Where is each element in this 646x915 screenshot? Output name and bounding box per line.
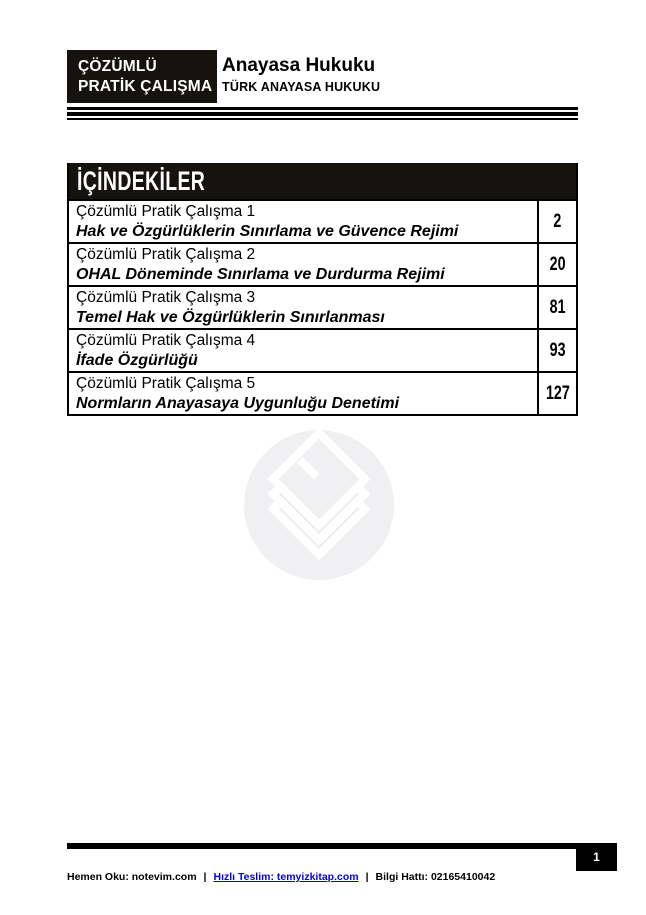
toc-row bbox=[69, 285, 576, 328]
footer-separator: | bbox=[365, 871, 369, 883]
toc-header-bar bbox=[69, 163, 576, 199]
toc-entry bbox=[69, 330, 537, 371]
toc-page-number: 127 bbox=[545, 382, 570, 404]
toc-page-number: 81 bbox=[549, 296, 566, 318]
toc-row bbox=[69, 242, 576, 285]
footer-info-label: Bilgi Hattı: 02165410042 bbox=[375, 871, 496, 883]
toc-page-cell bbox=[537, 330, 576, 371]
toc-entry bbox=[69, 373, 537, 414]
toc-entry-title: OHAL Döneminde Sınırlama ve Durdurma Rejimi bbox=[76, 266, 445, 283]
toc-entry-title: Hak ve Özgürlüklerin Sınırlama ve Güvence Rejimi bbox=[76, 223, 459, 240]
toc-page-cell bbox=[537, 244, 576, 285]
series-title-line2: PRATİK ÇALIŞMA bbox=[78, 77, 213, 95]
toc-row bbox=[69, 371, 576, 414]
course-title: Anayasa Hukuku bbox=[222, 55, 376, 76]
toc-page-cell bbox=[537, 201, 576, 242]
toc-entry bbox=[69, 244, 537, 285]
toc-entry-label: Çözümlü Pratik Çalışma 5 bbox=[76, 375, 256, 392]
toc-table bbox=[67, 163, 578, 416]
toc-row bbox=[69, 328, 576, 371]
toc-page-number: 93 bbox=[549, 339, 566, 361]
toc-entry-title: Normların Anayasaya Uygunluğu Denetimi bbox=[76, 395, 400, 412]
toc-row bbox=[69, 199, 576, 242]
toc-entry-title: Temel Hak ve Özgürlüklerin Sınırlanması bbox=[76, 309, 385, 326]
toc-entry-label: Çözümlü Pratik Çalışma 2 bbox=[76, 246, 256, 263]
series-title-line1: ÇÖZÜMLÜ bbox=[78, 57, 157, 75]
footer-divider bbox=[67, 843, 576, 849]
header-divider bbox=[67, 107, 578, 120]
page-number-box bbox=[576, 843, 617, 871]
toc-entry bbox=[69, 287, 537, 328]
toc-page-number: 2 bbox=[553, 210, 562, 232]
toc-entry bbox=[69, 201, 537, 242]
toc-page-number: 20 bbox=[549, 253, 566, 275]
layered-diamond-icon bbox=[244, 430, 394, 580]
course-header bbox=[222, 55, 380, 94]
series-title-box bbox=[67, 50, 217, 103]
toc-entry-label: Çözümlü Pratik Çalışma 3 bbox=[76, 289, 256, 306]
publisher-watermark bbox=[244, 430, 394, 580]
toc-entry-title: İfade Özgürlüğü bbox=[76, 352, 198, 369]
course-subtitle: TÜRK ANAYASA HUKUKU bbox=[222, 80, 381, 94]
footer-info-bar bbox=[67, 871, 495, 883]
toc-entry-label: Çözümlü Pratik Çalışma 4 bbox=[76, 332, 256, 349]
toc-title: İÇİNDEKİLER bbox=[77, 165, 206, 196]
footer-delivery-link[interactable]: Hızlı Teslim: temyizkitap.com bbox=[213, 871, 359, 883]
footer-separator: | bbox=[203, 871, 207, 883]
toc-page-cell bbox=[537, 287, 576, 328]
footer-read-label: Hemen Oku: notevim.com bbox=[67, 871, 197, 883]
toc-entry-label: Çözümlü Pratik Çalışma 1 bbox=[76, 203, 256, 220]
page-number: 1 bbox=[593, 850, 600, 864]
toc-page-cell bbox=[537, 373, 576, 414]
